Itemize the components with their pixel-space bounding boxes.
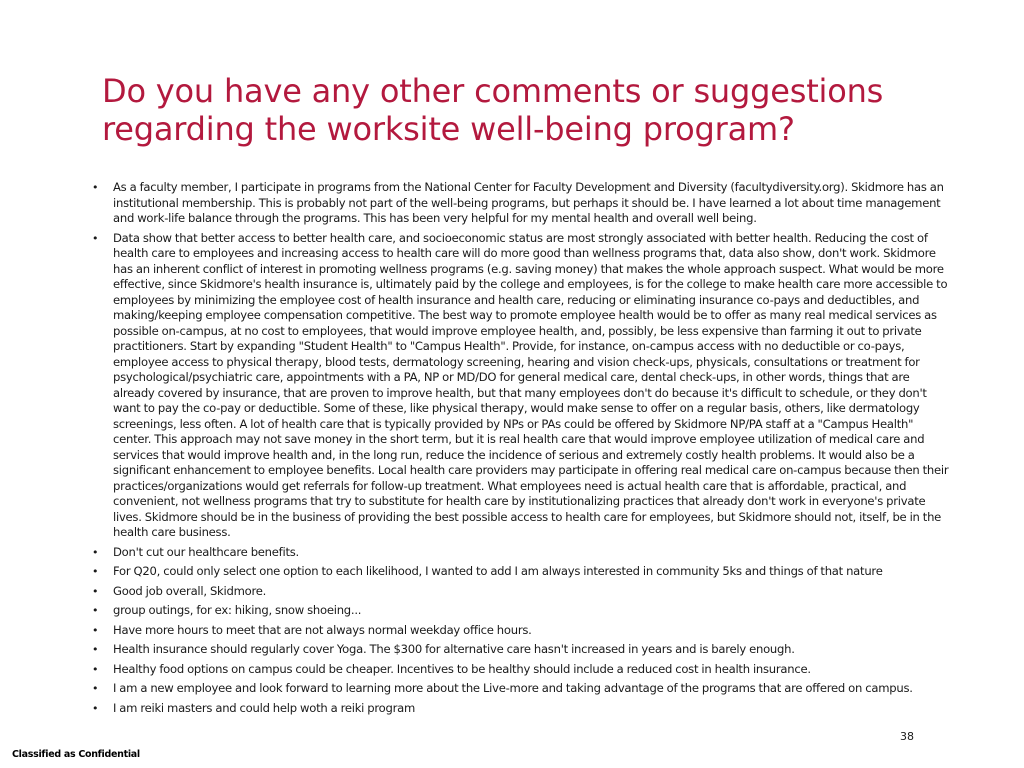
bullet-icon: • (92, 701, 99, 715)
comment-text: Don't cut our healthcare benefits. (113, 544, 299, 559)
bullet-icon: • (92, 545, 99, 559)
bullet-icon: • (92, 643, 99, 656)
bullet-icon: • (92, 623, 99, 637)
comment-text: I am reiki masters and could help woth a reiki program (113, 700, 416, 715)
page-number: 38 (900, 730, 914, 743)
list-item (92, 681, 954, 697)
comment-text: Health insurance should regularly cover Yoga. The $300 for alternative care hasn't increased in years and is barely enough. (113, 642, 795, 656)
bullet-icon: • (92, 565, 99, 578)
slide-title: Do you have any other comments or suggestions regarding the worksite well-being program? (102, 72, 884, 148)
list-item (92, 180, 954, 227)
comment-text: As a faculty member, I participate in programs from the National Center for Faculty Development and Diversity (facultydiversity.org). Skidmore has an institutional membership. This is probably not part of the well-being programs, but perhaps it should be. I have learned a lot about time management and work-life balance through the programs. This has been very helpful for my mental health and overall well being. (113, 180, 944, 225)
list-item (92, 603, 954, 619)
comment-text: I am a new employee and look forward to learning more about the Live-more and taking advantage of the programs that are offered on campus. (113, 681, 913, 695)
list-item (92, 231, 954, 541)
list-item (92, 545, 954, 561)
list-item (92, 584, 954, 600)
comments-list (92, 180, 954, 720)
bullet-icon: • (92, 682, 99, 695)
comment-text: Good job overall, Skidmore. (113, 583, 267, 598)
comment-text: Have more hours to meet that are not always normal weekday office hours. (113, 622, 532, 637)
list-item (92, 662, 954, 678)
comment-text: Data show that better access to better health care, and socioeconomic status are most strongly associated with better health. Reducing the cost of health care to employees and increasing access to health care will do more good than wellness programs that, data also show, don't work. Skidmore has an inherent conflict of interest in promoting wellness programs (e.g. saving money) that makes the whole approach suspect. What would be more effective, since Skidmore's health insurance is, ultimately paid by the college and employees, is for the college to make health care more accessible to employees by minimizing the employee cost of health insurance and health care, reducing or eliminating insurance co-pays and deductibles, and making/keeping employee compensation competitive. The best way to promote employee health would be to offer as many real medical services as possible on-campus, at no cost to employees, that would improve employee health, and, possibly, be less expensive than farming it out to private practitioners. Start by expanding "Student Health" to "Campus Health". Provide, for instance, on-campus access with no deductible or co-pays, employee access to physical therapy, blood tests, dermatology screening, hearing and vision check-ups, physicals, consultations or treatment for psychological/psychiatric care, appointments with a PA, NP or MD/DO for general medical care, dental check-ups, in other words, things that are already covered by insurance, that are proven to improve health, but that many employees don't do because it's difficult to schedule, or they don't want to pay the co-pay or deductible. Some of these, like physical therapy, would make sense to offer on a regular basis, others, like dermatology screenings, less often. A lot of health care that is typically provided by NPs or PAs could be offered by Skidmore NP/PA staff at a "Campus Health" center. This approach may not save money in the short term, but it is real health care that would improve employee utilization of medical care and services that would improve health and, in the long run, reduce the incidence of serious and extremely costly health problems. It would also be a significant enhancement to employee benefits. Local health care providers may participate in offering real medical care on-campus because then their practices/organizations would get referrals for follow-up treatment. What employees need is actual health care that is affordable, practical, and convenient, not wellness programs that try to substitute for health care by institutionalizing practices that already don't work in everyone's private lives. Skidmore should be in the business of providing the best possible access to health care for employees, but Skidmore should not, itself, be in the health care business. (113, 230, 949, 539)
comment-text: group outings, for ex: hiking, snow shoeing... (113, 603, 362, 617)
bullet-icon: • (92, 181, 99, 194)
bullet-icon: • (92, 662, 99, 676)
list-item (92, 623, 954, 639)
comment-text: For Q20, could only select one option to each likelihood, I wanted to add I am always interested in community 5ks and things of that nature (113, 564, 883, 578)
list-item (92, 642, 954, 658)
comment-text: Healthy food options on campus could be cheaper. Incentives to be healthy should include a reduced cost in health insurance. (113, 661, 811, 676)
list-item (92, 701, 954, 717)
bullet-icon: • (92, 604, 99, 617)
bullet-icon: • (92, 584, 99, 598)
classification-label: Classified as Confidential (12, 749, 140, 760)
bullet-icon: • (92, 231, 99, 245)
list-item (92, 564, 954, 580)
